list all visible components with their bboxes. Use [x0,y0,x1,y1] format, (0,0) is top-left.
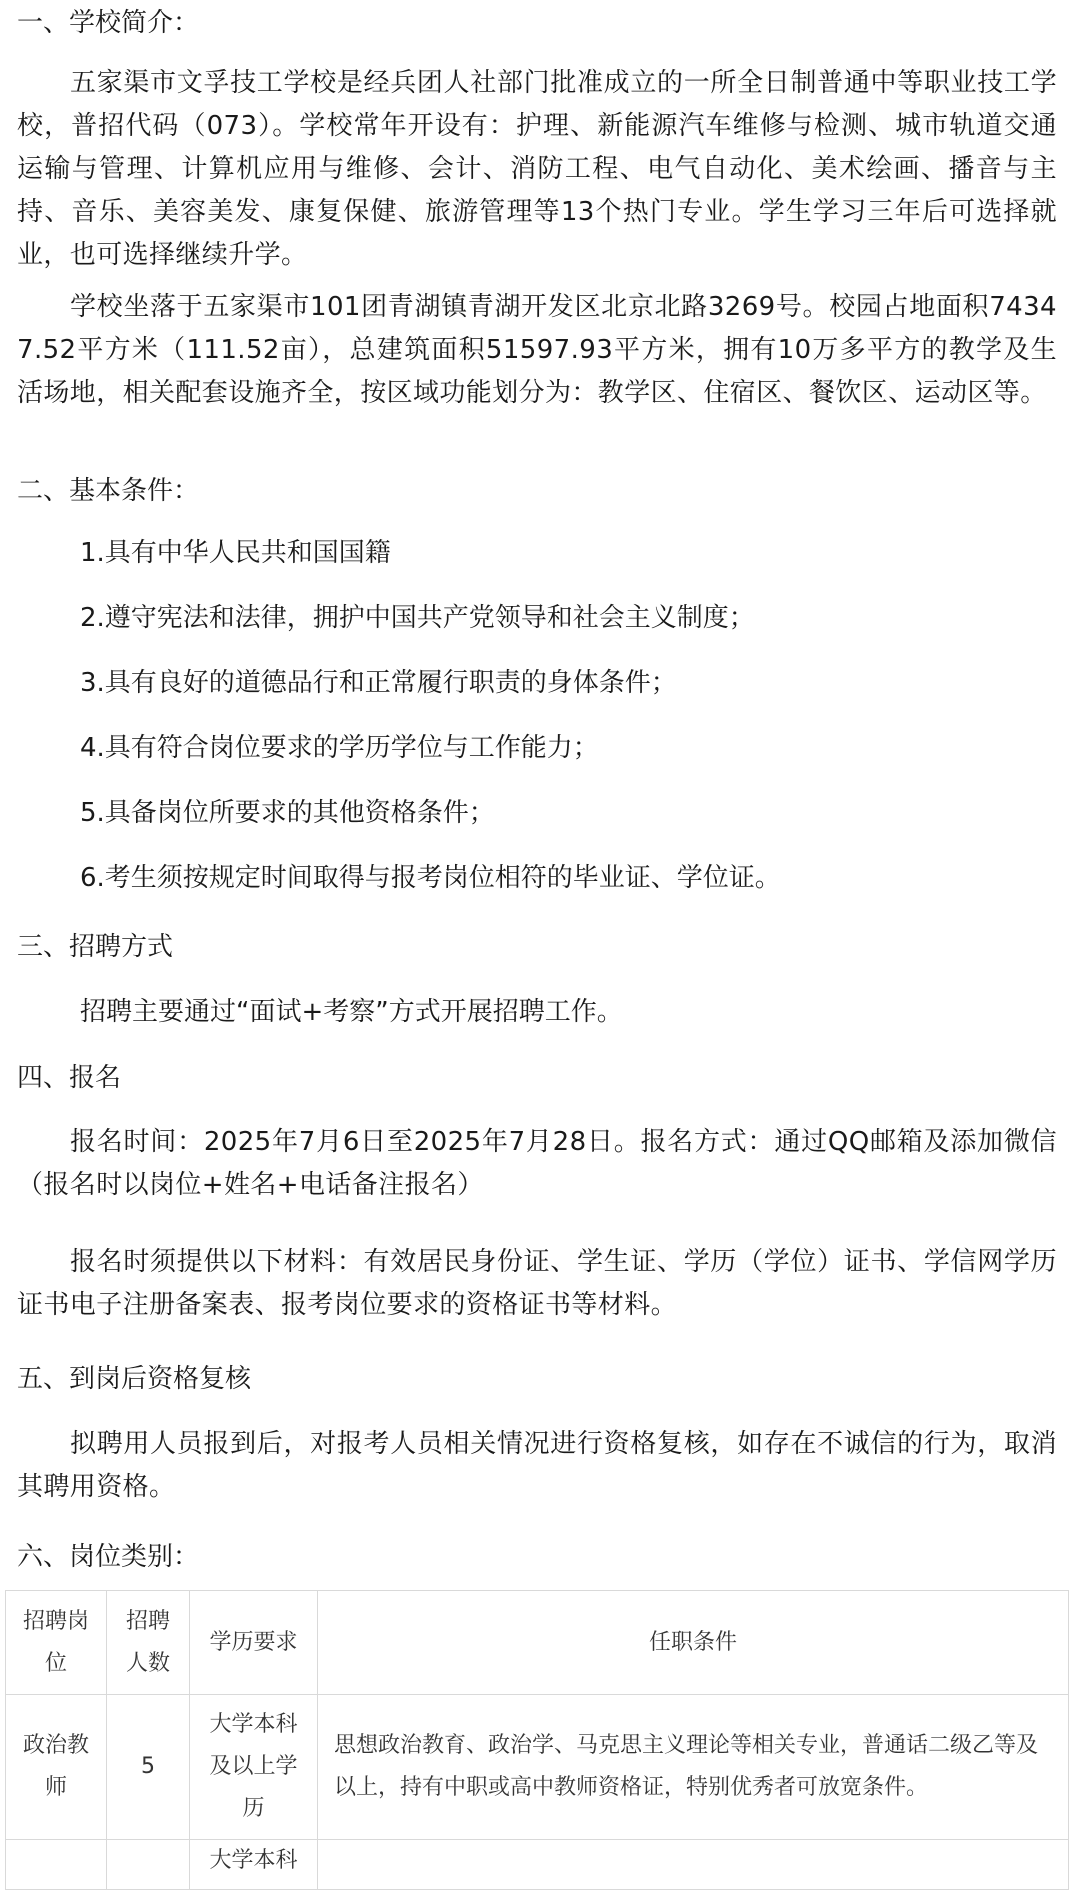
condition-item: 3.具有良好的道德品行和正常履行职责的身体条件； [80,668,677,698]
cell-requirements [318,1840,1069,1890]
qualification-review-paragraph: 拟聘用人员报到后，对报考人员相关情况进行资格复核，如存在不诚信的行为，取消其聘用资格。 [17,1429,1057,1502]
section-5-body [17,1423,1057,1509]
table-row [6,1840,1069,1890]
section-3 [17,926,173,968]
cell-requirements: 思想政治教育、政治学、马克思主义理论等相关专业，普通话二级乙等及以上，持有中职或高中教师资格证，特别优秀者可放宽条件。 [318,1695,1069,1840]
section-1-body [17,62,1057,277]
table-row [6,1695,1069,1840]
table-header-row [6,1591,1069,1695]
section-1-body-2 [17,286,1057,415]
cell-education: 大学本科 [190,1840,318,1890]
condition-item: 6.考生须按规定时间取得与报考岗位相符的毕业证、学位证。 [80,863,781,893]
section-2 [17,470,199,512]
section-6 [17,1536,199,1578]
section-6-title: 六、岗位类别： [17,1542,200,1572]
condition-item: 5.具备岗位所要求的其他资格条件； [80,798,495,828]
section-3-body [17,991,623,1033]
section-5 [17,1358,251,1400]
section-1 [17,2,199,44]
school-location-paragraph: 学校坐落于五家渠市101团青湖镇青湖开发区北京北路3269号。校园占地面积74347.52平方米（111.52亩），总建筑面积51597.93平方米，拥有10万多平方的教学及生活场地，相关配套设施齐全，按区域功能划分为：教学区、住宿区、餐饮区、运动区等。 [17,292,1057,408]
header-count: 招聘人数 [107,1591,190,1695]
section-1-title: 一、学校简介： [17,8,200,38]
conditions-list [17,532,781,899]
header-requirements: 任职条件 [318,1591,1069,1695]
cell-count: 5 [107,1695,190,1840]
section-4 [17,1057,121,1099]
header-education: 学历要求 [190,1591,318,1695]
cell-count [107,1840,190,1890]
condition-item: 2.遵守宪法和法律，拥护中国共产党领导和社会主义制度； [80,603,755,633]
registration-materials-paragraph: 报名时须提供以下材料：有效居民身份证、学生证、学历（学位）证书、学信网学历证书电子注册备案表、报考岗位要求的资格证书等材料。 [17,1247,1057,1320]
condition-item: 1.具有中华人民共和国国籍 [80,538,391,568]
school-intro-paragraph: 五家渠市文孚技工学校是经兵团人社部门批准成立的一所全日制普通中等职业技工学校，普招代码（073）。学校常年开设有：护理、新能源汽车维修与检测、城市轨道交通运输与管理、计算机应用与维修、会计、消防工程、电气自动化、美术绘画、播音与主持、音乐、美容美发、康复保健、旅游管理等13个热门专业。学生学习三年后可选择就业，也可选择继续升学。 [17,68,1057,270]
cell-position [6,1840,107,1890]
recruit-method-paragraph: 招聘主要通过“面试+考察”方式开展招聘工作。 [80,997,623,1027]
section-4-body-2 [17,1241,1057,1327]
section-3-title: 三、招聘方式 [17,932,174,962]
cell-position: 政治教师 [6,1695,107,1840]
section-5-title: 五、到岗后资格复核 [17,1364,252,1394]
registration-time-paragraph: 报名时间：2025年7月6日至2025年7月28日。报名方式：通过QQ邮箱及添加微信（报名时以岗位+姓名+电话备注报名） [17,1127,1057,1200]
section-4-body [17,1121,1057,1207]
cell-education: 大学本科及以上学历 [190,1695,318,1840]
section-4-title: 四、报名 [17,1063,122,1093]
jobs-table [5,1590,1069,1890]
header-position: 招聘岗位 [6,1591,107,1695]
condition-item: 4.具有符合岗位要求的学历学位与工作能力； [80,733,599,763]
section-2-title: 二、基本条件： [17,476,200,506]
